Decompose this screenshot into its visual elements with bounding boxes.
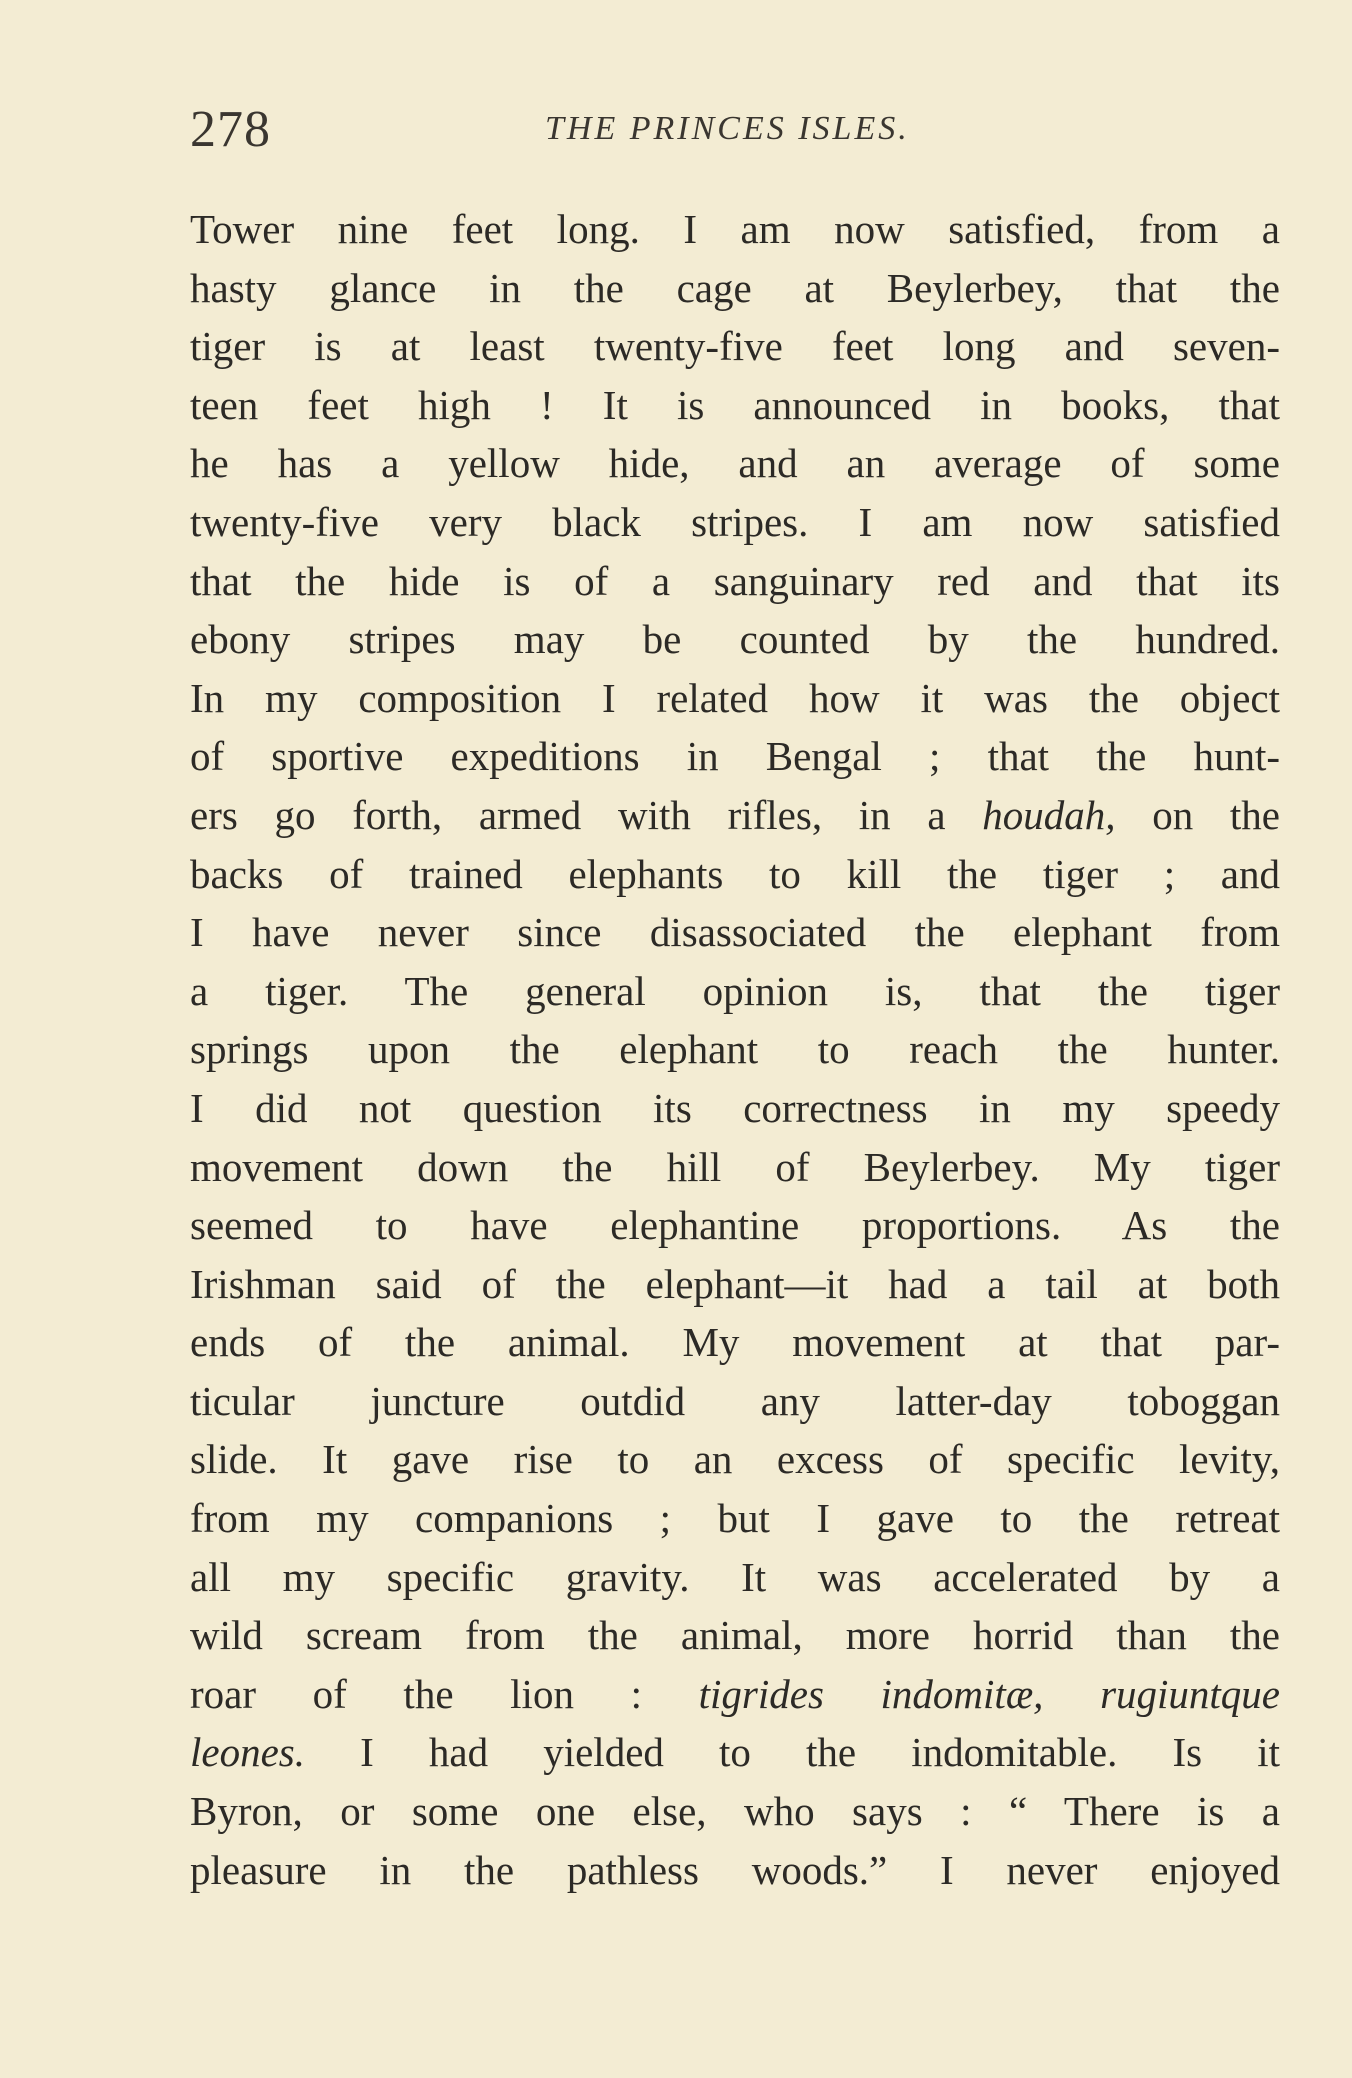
text-line: ticular juncture outdid any latter-day toboggan: [190, 1377, 1280, 1424]
text-line: teen feet high ! It is announced in books, that: [190, 381, 1280, 428]
page-header: [190, 100, 1280, 160]
text-line: wild scream from the animal, more horrid than the: [190, 1612, 1280, 1659]
text-line: backs of trained elephants to kill the tiger ; and: [190, 850, 1280, 897]
text-line: pleasure in the pathless woods.” I never enjoyed: [190, 1846, 1280, 1893]
text-line: leones. I had yielded to the indomitable. Is it: [190, 1729, 1280, 1776]
text-line: that the hide is of a sanguinary red and that its: [190, 557, 1280, 604]
text-line: movement down the hill of Beylerbey. My tiger: [190, 1143, 1280, 1190]
text-line: of sportive expeditions in Bengal ; that the hunt-: [190, 733, 1280, 780]
text-line: slide. It gave rise to an excess of specific levity,: [190, 1436, 1280, 1483]
page-number: 278: [190, 101, 271, 158]
running-head: THE PRINCES ISLES.: [545, 110, 910, 147]
text-line: roar of the lion : tigrides indomitæ, rugiuntque: [190, 1670, 1280, 1717]
text-line: ers go forth, armed with rifles, in a houdah, on the: [190, 791, 1280, 838]
text-line: I did not question its correctness in my speedy: [190, 1084, 1280, 1131]
text-line: twenty-five very black stripes. I am now satisfied: [190, 498, 1280, 545]
text-line: springs upon the elephant to reach the hunter.: [190, 1026, 1280, 1073]
italic-word: houdah,: [982, 791, 1116, 838]
text-line: tiger is at least twenty-five feet long and seven-: [190, 323, 1280, 370]
text-line: I have never since disassociated the elephant from: [190, 909, 1280, 956]
body-text: [190, 200, 1280, 1899]
text-line: ebony stripes may be counted by the hundred.: [190, 616, 1280, 663]
text-line: seemed to have elephantine proportions. As the: [190, 1202, 1280, 1249]
text-line: hasty glance in the cage at Beylerbey, that the: [190, 264, 1280, 311]
text-line: ends of the animal. My movement at that par-: [190, 1319, 1280, 1366]
latin-quotation: leones.: [190, 1729, 305, 1776]
text-line: Byron, or some one else, who says : “ There is a: [190, 1788, 1280, 1835]
text-line: In my composition I related how it was the object: [190, 674, 1280, 721]
text-line: Tower nine feet long. I am now satisfied, from a: [190, 206, 1280, 252]
text-line: from my companions ; but I gave to the retreat: [190, 1495, 1280, 1542]
latin-quotation: tigrides indomitæ, rugiuntque: [698, 1670, 1280, 1717]
text-line: he has a yellow hide, and an average of some: [190, 440, 1280, 487]
text-line: all my specific gravity. It was accelerated by a: [190, 1553, 1280, 1600]
text-line: Irishman said of the elephant—it had a tail at both: [190, 1260, 1280, 1307]
text-line: a tiger. The general opinion is, that the tiger: [190, 967, 1280, 1014]
